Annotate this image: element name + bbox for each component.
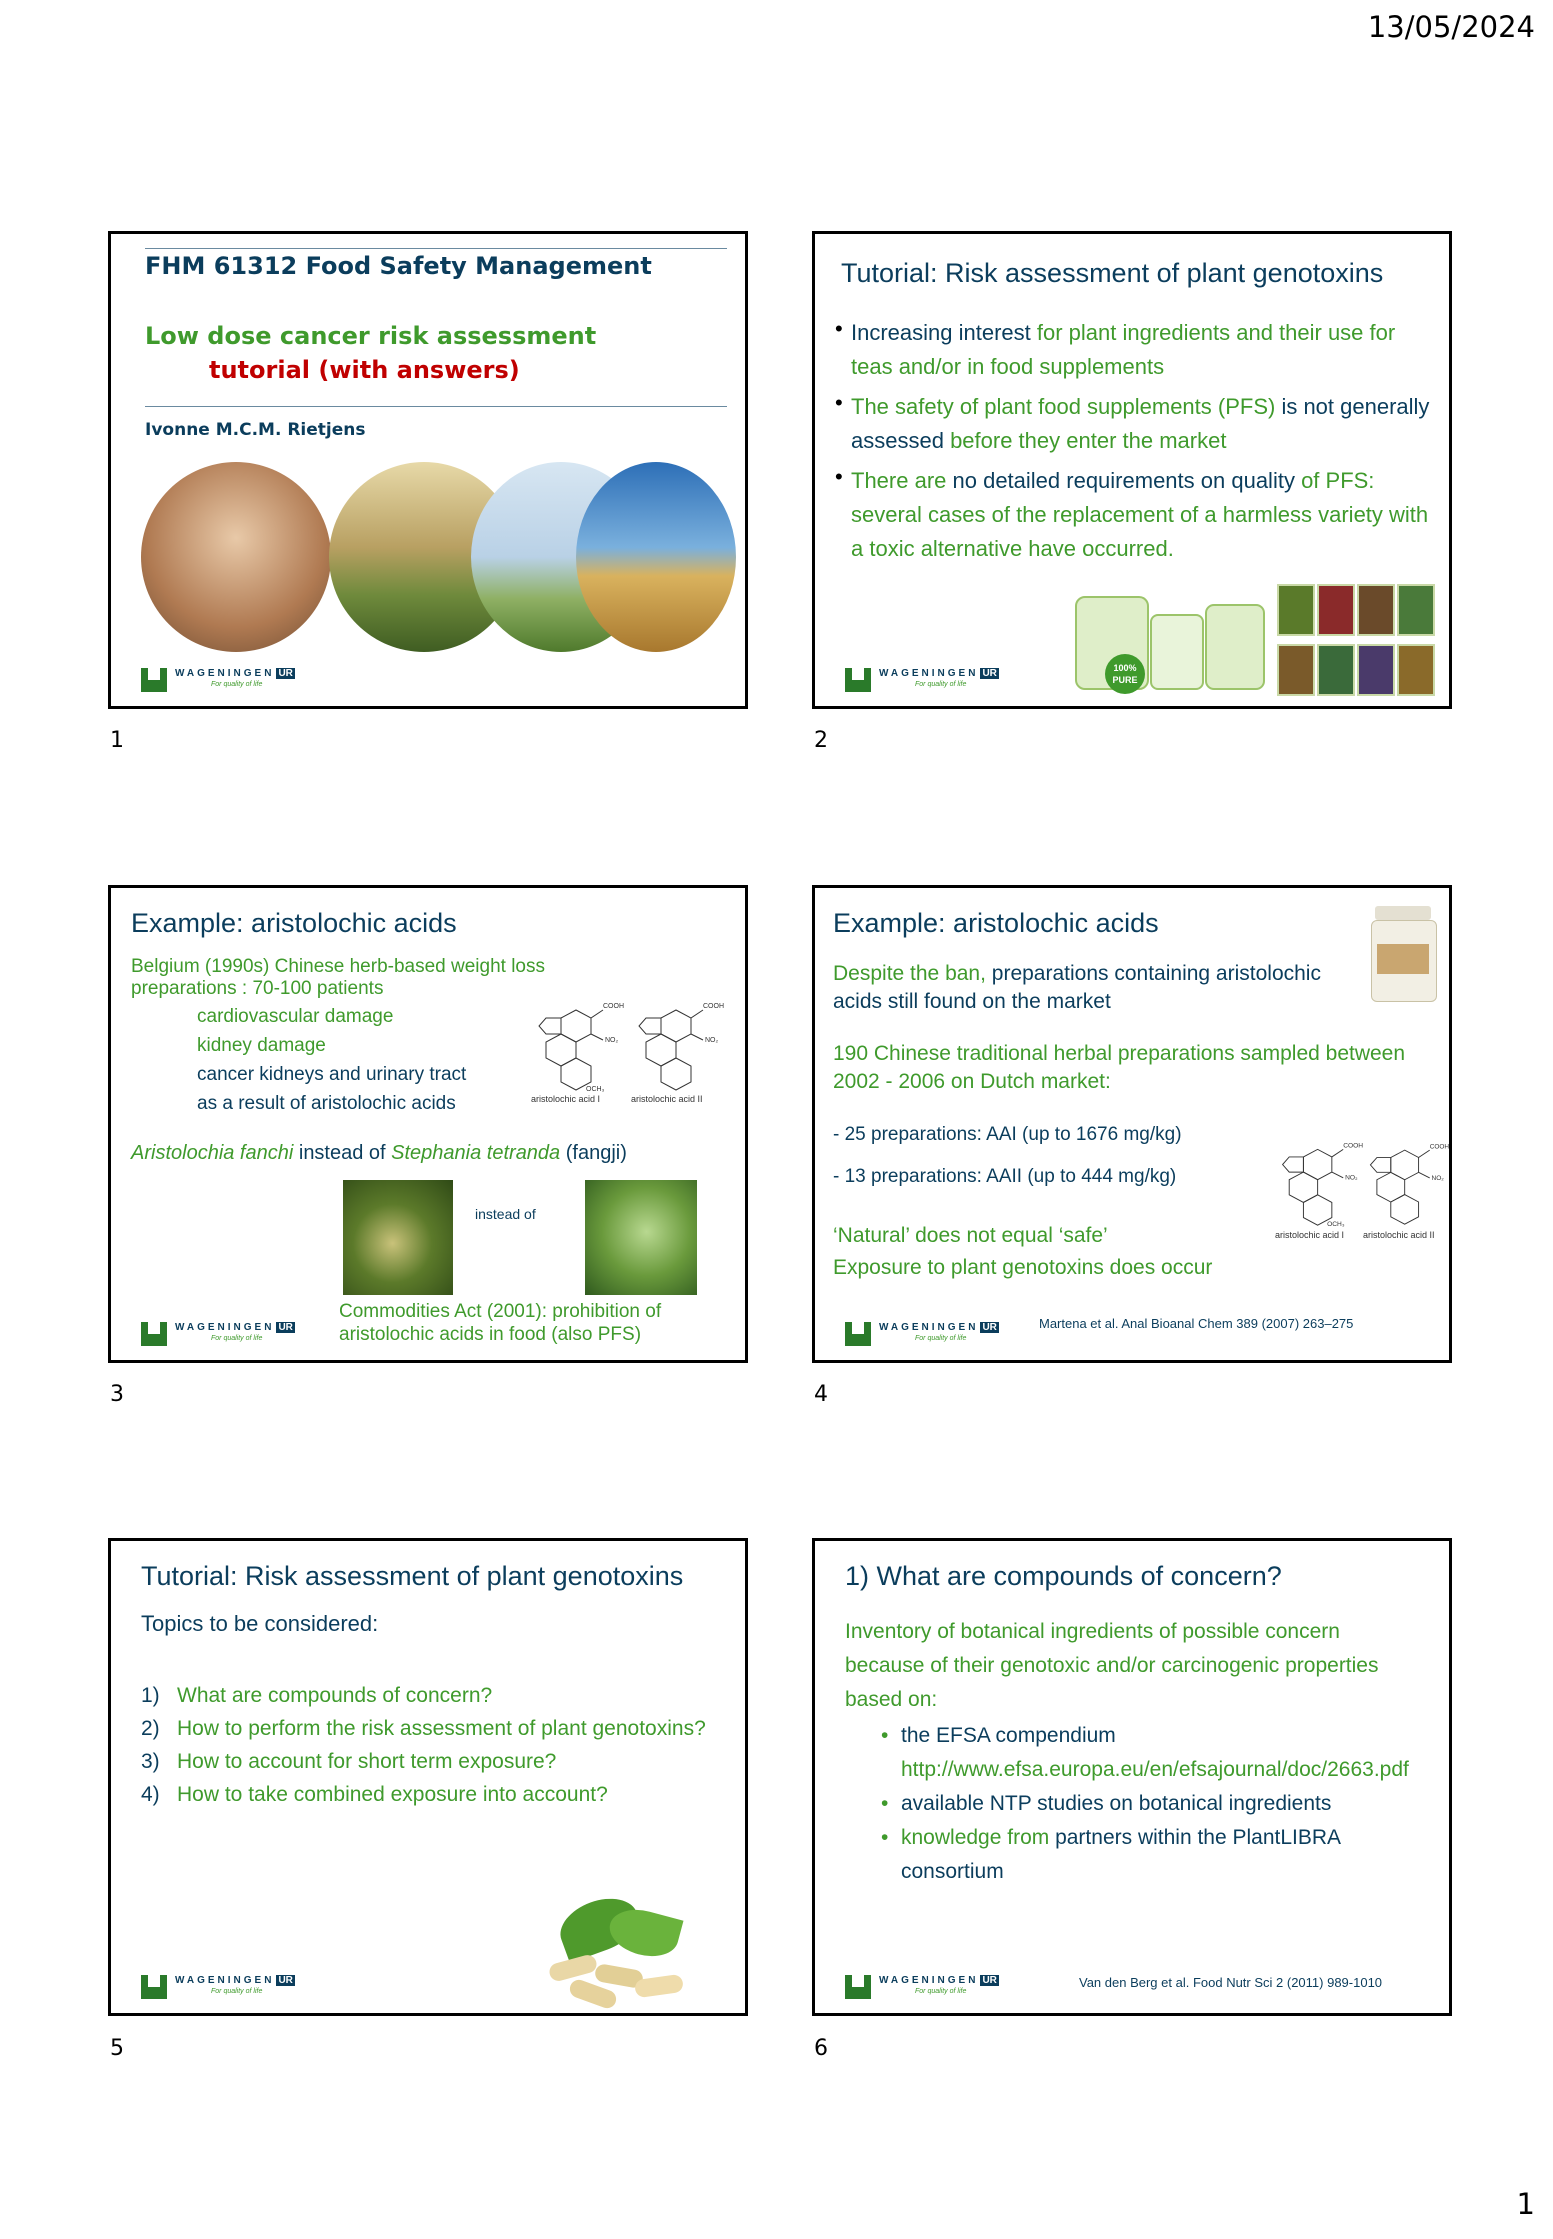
sampling-paragraph: 190 Chinese traditional herbal preparations sampled between 2002 - 2006 on Dutch market: (833, 1042, 1406, 1093)
svg-text:COOH: COOH (603, 1003, 624, 1010)
slide-number: 5 (110, 2036, 124, 2061)
topic-item: 1) What are compounds of concern? (141, 1684, 493, 1707)
ban-paragraph: Despite the ban, preparations containing aristolochic acids still found on the market (833, 962, 1321, 1013)
slide-title: Example: aristolochic acids (833, 908, 1159, 938)
slide-number: 2 (814, 728, 828, 753)
bullet-item: • There are no detailed requirements on quality of PFS: several cases of the replacement of a harmless variety with a toxic alternative have occurred. (835, 464, 1429, 561)
slide-1[interactable] (108, 231, 748, 709)
effect-item: cancer kidneys and urinary tract (197, 1064, 467, 1085)
slide-4[interactable] (812, 885, 1452, 1363)
subtitle-red: tutorial (with answers) (209, 356, 520, 384)
effect-item: kidney damage (197, 1035, 326, 1056)
result-line: - 13 preparations: AAII (up to 444 mg/kg) (833, 1166, 1177, 1187)
topic-item: 2) How to perform the risk assessment of plant genotoxins? (141, 1717, 706, 1740)
slide-number: 6 (814, 2036, 828, 2061)
svg-text:COOH: COOH (703, 1003, 724, 1010)
svg-text:NO₂: NO₂ (1345, 1174, 1358, 1182)
bullet-list (835, 316, 1441, 566)
source-list (881, 1719, 1441, 1889)
effect-item: as a result of aristolochic acids (197, 1093, 456, 1114)
conclusion-line: ‘Natural’ does not equal ‘safe’ (833, 1224, 1108, 1247)
svg-text:COOH: COOH (1429, 1143, 1450, 1151)
result-line: - 25 preparations: AAI (up to 1676 mg/kg) (833, 1124, 1182, 1145)
subtitle: Low dose cancer risk assessment (145, 322, 597, 350)
efsa-link[interactable]: http://www.efsa.europa.eu/en/efsajournal/doc/2663.pdf (901, 1758, 1409, 1781)
topic-item: 4) How to take combined exposure into account? (141, 1783, 608, 1806)
svg-text:COOH: COOH (1343, 1142, 1364, 1150)
photo-aristolochia (343, 1180, 453, 1295)
intro-text: Inventory of botanical ingredients of possible concern because of their genotoxic and/or carcinogenic properties based on: (845, 1620, 1379, 1711)
photo-wheat-field (576, 462, 736, 652)
bullet-item: • The safety of plant food supplements (PFS) is not generally assessed before they enter the market (835, 390, 1430, 453)
svg-text:OCH₃: OCH₃ (586, 1086, 605, 1093)
slide-title: Tutorial: Risk assessment of plant genotoxins (841, 258, 1384, 288)
molecule-aristolochic-acid-i: COOH NO₂ OCH₃ aristolochic acid I (1275, 1142, 1364, 1240)
bullet-item: • Increasing interest for plant ingredients and their use for teas and/or in food supplements (835, 316, 1396, 379)
effects-list (197, 1002, 466, 1118)
capsules-leaves-image (539, 1901, 699, 2011)
commodities-act-text: Commodities Act (2001): prohibition of aristolochic acids in food (also PFS) (339, 1301, 662, 1345)
slide-title: Tutorial: Risk assessment of plant genotoxins (141, 1561, 684, 1591)
supplement-jars-image (1065, 584, 1265, 694)
pure-badge: 100% PURE (1105, 654, 1145, 694)
source-item: • the EFSA compendium http://www.efsa.europa.eu/en/efsajournal/doc/2663.pdf (881, 1724, 1409, 1781)
slide-number: 4 (814, 1382, 828, 1407)
intro-text: Belgium (1990s) Chinese herb-based weight loss preparations : 70-100 patients (131, 956, 546, 999)
print-date: 13/05/2024 (1367, 10, 1535, 44)
instead-of-label: instead of (475, 1206, 536, 1222)
wageningen-logo: WAGENINGEN UR For quality of life (845, 1973, 1015, 2001)
wageningen-logo: WAGENINGEN UR For quality of life (141, 1973, 311, 2001)
wageningen-logo: WAGENINGEN UR For quality of life (141, 666, 311, 694)
divider (145, 248, 727, 249)
svg-text:NO₂: NO₂ (705, 1037, 719, 1044)
reference: Van den Berg et al. Food Nutr Sci 2 (2011) 989-1010 (1079, 1975, 1383, 1990)
svg-text:OCH₃: OCH₃ (1327, 1221, 1345, 1228)
reference: Martena et al. Anal Bioanal Chem 389 (2007) 263–275 (1039, 1316, 1354, 1331)
source-item: • available NTP studies on botanical ingredients (881, 1792, 1332, 1815)
molecule-aristolochic-acid-ii: COOH NO₂ aristolochic acid II (631, 1003, 724, 1104)
slide-2[interactable] (812, 231, 1452, 709)
slide-number: 1 (110, 728, 124, 753)
wageningen-logo: WAGENINGEN UR For quality of life (845, 1320, 1015, 1348)
effect-item: cardiovascular damage (197, 1006, 394, 1027)
topics-heading: Topics to be considered: (141, 1611, 379, 1636)
wageningen-logo: WAGENINGEN UR For quality of life (845, 666, 1015, 694)
slide-3[interactable] (108, 885, 748, 1363)
species-swap-text: Aristolochia fanchi instead of Stephania tetranda (fangji) (131, 1142, 627, 1164)
page-number: 1 (1516, 2187, 1535, 2221)
herbal-jar-image (1367, 906, 1439, 1006)
slide-number: 3 (110, 1382, 124, 1407)
slide-6[interactable] (812, 1538, 1452, 2016)
topic-item: 3) How to account for short term exposure? (141, 1750, 557, 1773)
svg-text:NO₂: NO₂ (1431, 1174, 1444, 1182)
slide-title: Example: aristolochic acids (131, 908, 457, 938)
slide-title: 1) What are compounds of concern? (845, 1561, 1282, 1591)
author: Ivonne M.C.M. Rietjens (145, 420, 366, 440)
photo-child-drinking (141, 462, 331, 652)
course-title: FHM 61312 Food Safety Management (145, 252, 652, 280)
topics-list (141, 1679, 721, 1811)
conclusion-line: Exposure to plant genotoxins does occur (833, 1256, 1213, 1279)
molecule-aristolochic-acid-i: COOH NO₂ OCH₃ aristolochic acid I (531, 1003, 624, 1104)
svg-text:NO₂: NO₂ (605, 1037, 619, 1044)
photo-stephania (585, 1180, 697, 1295)
source-item: • knowledge from partners within the PlantLIBRA consortium (881, 1826, 1340, 1883)
slide-5[interactable] (108, 1538, 748, 2016)
tea-boxes-image (1277, 584, 1437, 699)
wageningen-logo: WAGENINGEN UR For quality of life (141, 1320, 311, 1348)
molecule-aristolochic-acid-ii: COOH NO₂ aristolochic acid II (1363, 1143, 1450, 1240)
divider (145, 406, 727, 407)
